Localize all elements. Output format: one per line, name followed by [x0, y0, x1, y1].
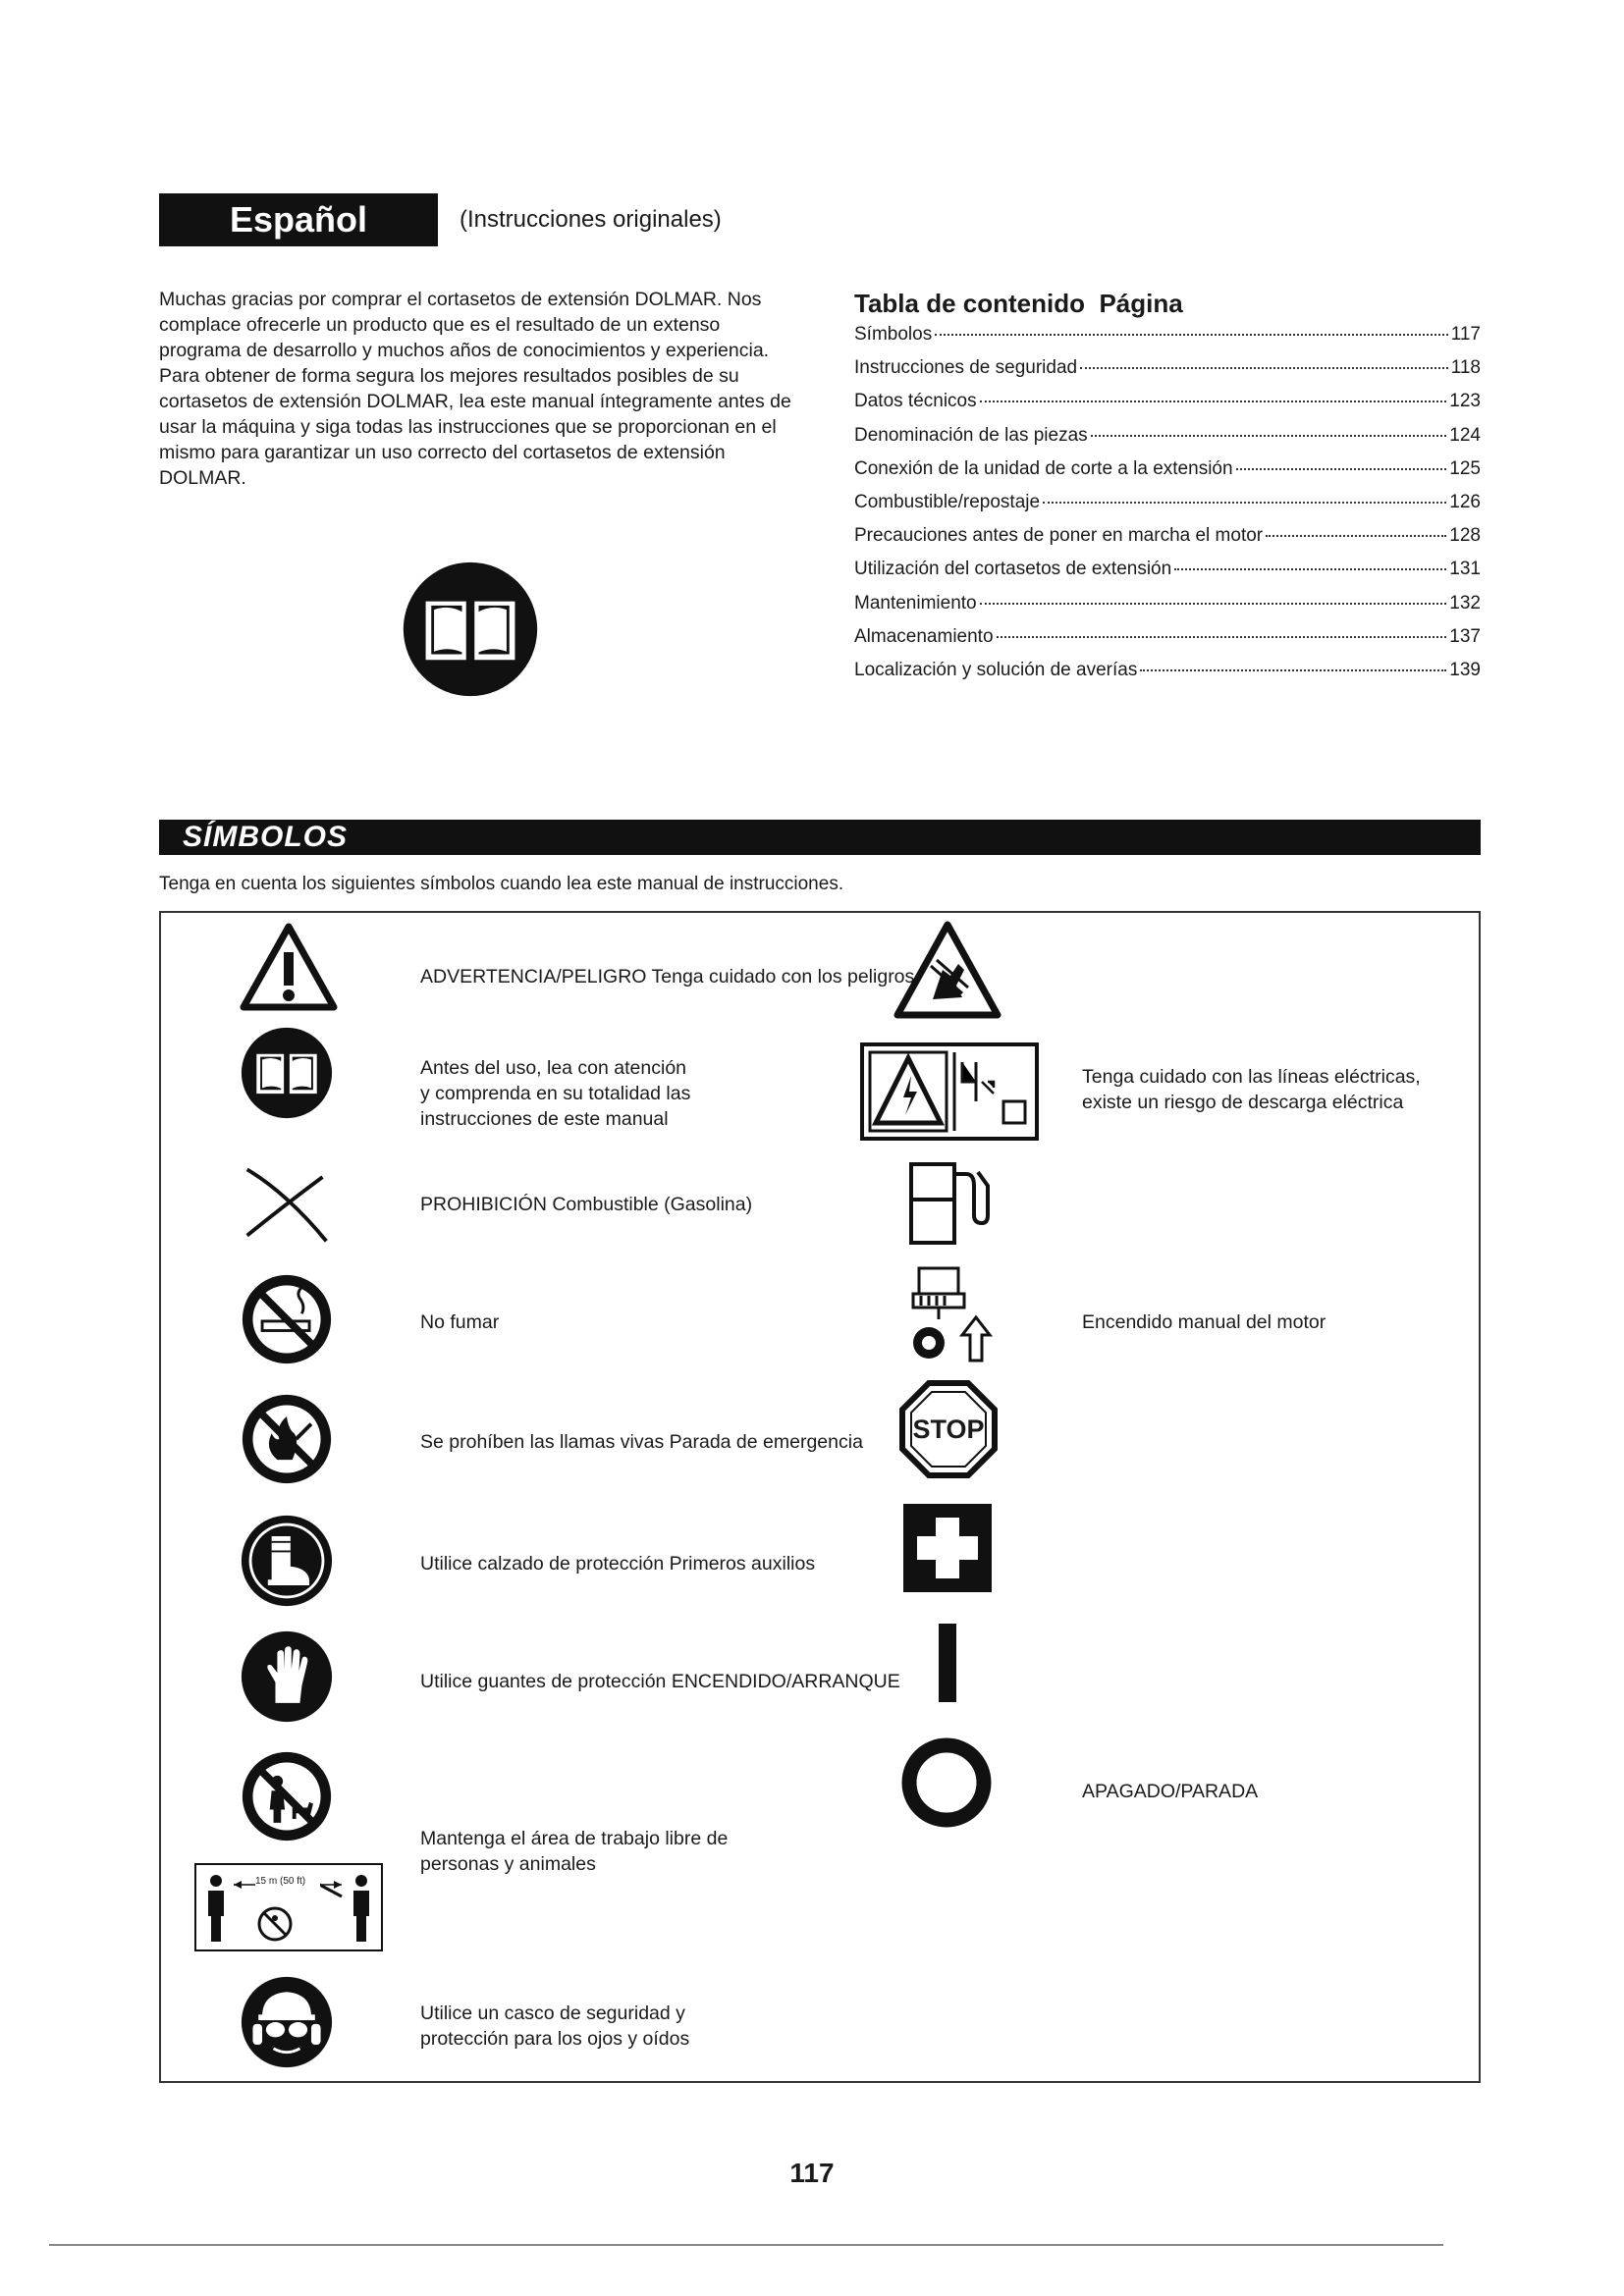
prohibition-label: PROHIBICIÓN Combustible (Gasolina) [420, 1194, 753, 1215]
toc-leader [1043, 502, 1446, 504]
electric-label [1082, 1064, 1421, 1115]
toc-entry[interactable] [854, 357, 1481, 391]
no-fire-label: Se prohíben las llamas vivas Parada de emergencia [420, 1431, 863, 1453]
first-aid-icon [901, 1502, 994, 1594]
helmet-line: Utilice un casco de seguridad y [420, 2002, 685, 2024]
read-manual-small-icon [240, 1026, 334, 1120]
electric-hazard-icon [860, 1042, 1039, 1141]
helmet-ear-eye-protection-icon [240, 1975, 334, 2069]
symbols-header-bar [159, 820, 1481, 855]
toc-entry[interactable] [854, 492, 1481, 525]
toc-entry-page: 124 [1449, 424, 1481, 446]
toc-entry-page: 117 [1450, 324, 1481, 345]
toc-entry-label: Símbolos [854, 324, 933, 345]
toc-entry-page: 123 [1449, 391, 1481, 412]
hand-cut-hazard-icon [893, 921, 1001, 1019]
read-manual-line: instrucciones de este manual [420, 1108, 669, 1130]
toc-leader [935, 334, 1448, 336]
toc-leader [980, 400, 1447, 402]
power-on-icon [939, 1624, 956, 1702]
toc-entry[interactable] [854, 626, 1481, 660]
toc-entry-label: Utilización del cortasetos de extensión [854, 559, 1172, 580]
toc-leader [1236, 468, 1447, 470]
helmet-line: protección para los ojos y oídos [420, 2028, 690, 2050]
toc-entry[interactable] [854, 559, 1481, 592]
safety-gloves-icon [240, 1629, 334, 1724]
toc-title-text: Tabla de contenido [854, 289, 1085, 318]
toc-entry-page: 131 [1449, 559, 1481, 580]
read-manual-icon [401, 560, 540, 699]
fuel-pump-icon [905, 1160, 994, 1247]
toc-entry-label: Localización y solución de averías [854, 659, 1138, 680]
warning-label: ADVERTENCIA/PELIGRO Tenga cuidado con los peligros [420, 966, 915, 988]
manual-start-icon [905, 1266, 994, 1364]
toc-entry-page: 137 [1449, 625, 1481, 647]
toc-leader [980, 603, 1447, 605]
toc-list [854, 324, 1481, 693]
intro-text [159, 287, 797, 491]
read-manual-line: Antes del uso, lea con atención [420, 1057, 687, 1079]
manual-start-label: Encendido manual del motor [1082, 1311, 1326, 1333]
toc-entry-page: 126 [1449, 491, 1481, 512]
off-label: APAGADO/PARADA [1082, 1781, 1259, 1802]
toc-entry-label: Conexión de la unidad de corte a la extensión [854, 457, 1233, 479]
toc-entry[interactable] [854, 525, 1481, 559]
gloves-label: Utilice guantes de protección ENCENDIDO/ARRANQUE [420, 1671, 900, 1692]
read-manual-label [420, 1055, 690, 1132]
toc-entry-page: 118 [1450, 357, 1481, 379]
toc-page-header: Página [1099, 289, 1183, 318]
stop-sign-text: STOP [912, 1415, 985, 1444]
read-manual-line: y comprenda en su totalidad las [420, 1083, 691, 1104]
symbols-note: Tenga en cuenta los siguientes símbolos cuando lea este manual de instrucciones. [159, 874, 844, 894]
keep-area-label [420, 1826, 728, 1877]
footer-rule [49, 2244, 1443, 2246]
toc-leader [1080, 367, 1448, 369]
intro-paragraph-1: Muchas gracias por comprar el cortasetos de extensión DOLMAR. Nos complace ofrecerle un producto que es el resultado de un extenso programa de desarrollo y muchos años de conocimientos y experiencia. [159, 289, 770, 361]
intro-paragraph-2: Para obtener de forma segura los mejores resultados posibles de su cortasetos de extensión DOLMAR, lea este manual íntegramente antes de usar la máquina y siga todas las instrucciones que se proporcionan en el mismo para garantizar un uso correcto del cortasetos de extensión DOLMAR. [159, 365, 791, 489]
toc-leader [1091, 435, 1447, 437]
keep-area-line: Mantenga el área de trabajo libre de [420, 1828, 729, 1849]
distance-label: 15 m (50 ft) [255, 1876, 306, 1887]
toc-entry-label: Combustible/repostaje [854, 491, 1041, 512]
no-open-flame-icon [240, 1392, 334, 1486]
toc-leader [1174, 568, 1446, 570]
toc-entry[interactable] [854, 324, 1481, 357]
toc-entry[interactable] [854, 425, 1481, 458]
toc-entry-label: Almacenamiento [854, 625, 994, 647]
safety-boots-icon [240, 1514, 334, 1608]
page-number: 117 [789, 2158, 835, 2188]
warning-triangle-icon [240, 923, 338, 1011]
toc-entry[interactable] [854, 458, 1481, 492]
no-smoking-icon [240, 1272, 334, 1366]
electric-line: Tenga cuidado con las líneas eléctricas, [1082, 1066, 1421, 1088]
toc-entry-label: Instrucciones de seguridad [854, 357, 1078, 379]
toc-entry-label: Mantenimiento [854, 592, 977, 614]
toc-entry-label: Denominación de las piezas [854, 424, 1088, 446]
toc-entry[interactable] [854, 660, 1481, 693]
keep-area-line: personas y animales [420, 1853, 596, 1875]
toc-entry-label: Precauciones antes de poner en marcha el motor [854, 525, 1264, 547]
toc-entry-page: 139 [1449, 659, 1481, 680]
power-off-icon [901, 1737, 992, 1828]
toc-leader [1140, 669, 1446, 671]
prohibition-x-icon [240, 1158, 334, 1247]
toc-entry-page: 128 [1449, 525, 1481, 547]
electric-line: existe un riesgo de descarga eléctrica [1082, 1092, 1404, 1113]
toc-leader [1266, 535, 1446, 537]
toc-entry-page: 132 [1449, 592, 1481, 614]
boots-label: Utilice calzado de protección Primeros auxilios [420, 1553, 816, 1575]
toc-leader [997, 636, 1447, 638]
language-badge: Español [159, 193, 438, 246]
toc-entry-label: Datos técnicos [854, 391, 977, 412]
toc-entry-page: 125 [1449, 457, 1481, 479]
symbols-title: SÍMBOLOS [183, 821, 349, 853]
no-bystanders-icon [240, 1749, 334, 1843]
toc-entry[interactable] [854, 391, 1481, 424]
toc-title [854, 289, 1183, 319]
helmet-label [420, 2001, 689, 2052]
subtitle: (Instrucciones originales) [460, 206, 722, 233]
no-smoking-label: No fumar [420, 1311, 500, 1333]
toc-entry[interactable] [854, 593, 1481, 626]
